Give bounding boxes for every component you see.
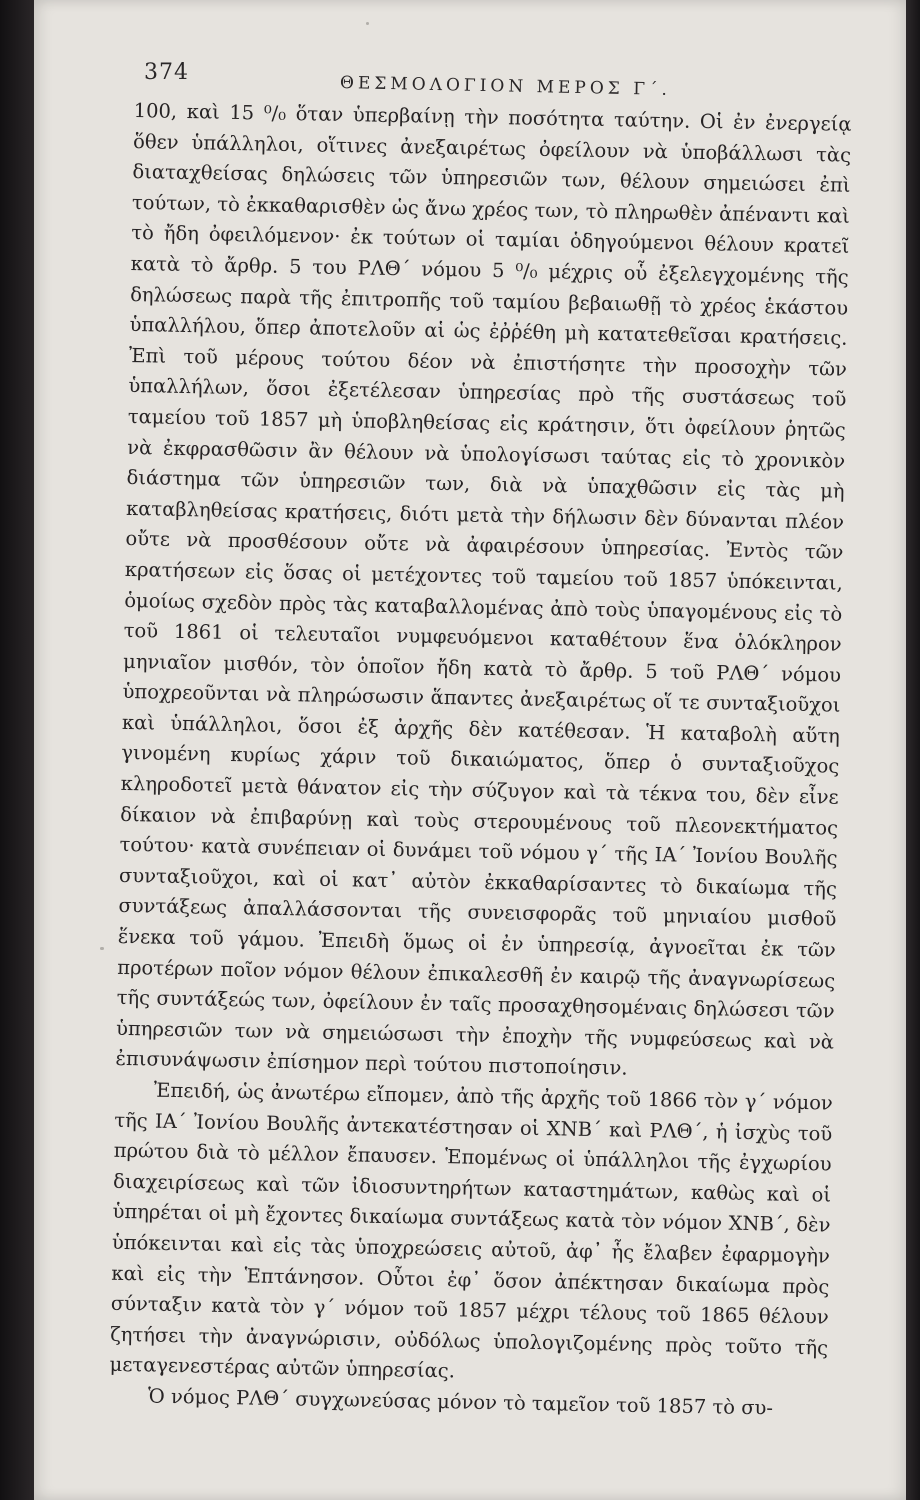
scan-left-edge xyxy=(0,0,34,1500)
paper-speck xyxy=(366,22,369,25)
body-text xyxy=(109,96,852,1425)
paragraph-3: Ὁ νόμος ΡΛΘ΄ συγχωνεύσας μόνον τὸ ταμεῖον τοῦ 1857 τὸ συ- xyxy=(147,1384,774,1420)
scan-right-edge xyxy=(906,0,920,1500)
paragraph-2: Ἐπειδή, ὡς ἀνωτέρω εἴπομεν, ἀπὸ τῆς ἀρχῆς τοῦ 1866 τὸν γ΄ νόμον τῆς ΙΑ΄ Ἰονίου Βουλῆς ἀντεκατέστησαν οἱ ΧΝΒ΄ καὶ ΡΛΘ΄, ἡ ἰσχὺς τοῦ πρώτου διὰ τὸ μέλλον ἔπαυσεν. Ἑπομένως οἱ ὑπάλληλοι τῆς ἐγχωρίου διαχειρίσεως καὶ τῶν ἰδιοσυντηρήτων καταστημάτων, καθὼς καὶ οἱ ὑπηρέται οἱ μὴ ἔχοντες δικαίωμα συντάξεως κατὰ τὸν νόμον ΧΝΒ΄, δὲν ὑπόκεινται καὶ εἰς τὰς ὑποχρεώσεις αὐτοῦ, ἀφ᾽ ἧς ἔλαβεν ἐφαρμογὴν καὶ εἰς τὴν Ἑπτάνησον. Οὗτοι ἐφ᾽ ὅσον ἀπέκτησαν δικαίωμα πρὸς σύνταξιν κατὰ τὸν γ΄ νόμον τοῦ 1857 μέχρι τέλους τοῦ 1865 θέλουν ζητήσει τὴν ἀναγνώρισιν, οὐδόλως ὑπολογιζομένης πρὸς τοῦτο τῆς μεταγενεστέρας αὐτῶν ὑπηρεσίας. xyxy=(109,1078,834,1383)
paragraph-1: 100, καὶ 15 ⁰/₀ ὅταν ὑπερβαίνῃ τὴν ποσότητα ταύτην. Οἱ ἐν ἐνεργείᾳ ὅθεν ὑπάλληλοι, οἵτινες ἀνεξαιρέτως ὀφείλουν νὰ ὑποβάλλωσι τὰς διαταχθείσας δηλώσεις τῶν ὑπηρεσιῶν των, θέλουν σημειώσει ἐπὶ τούτων, τὸ ἐκκαθαρισθὲν ὡς ἄνω χρέος των, τὸ πληρωθὲν ἀπέναντι καὶ τὸ ἤδη ὀφειλόμενον· ἐκ τούτων οἱ ταμίαι ὁδηγούμενοι θέλουν κρατεῖ κατὰ τὸ ἄρθρ. 5 του ΡΛΘ΄ νόμου 5 ⁰/₀ μέχρις οὗ ἐξελεγχομένης τῆς δηλώσεως παρὰ τῆς ἐπιτροπῆς τοῦ ταμίου βεβαιωθῇ τὸ χρέος ἑκάστου ὑπαλλήλου, ὅπερ ἀποτελοῦν αἱ ὡς ἐῤῥέθη μὴ κατατεθεῖσαι κρατήσεις. Ἐπὶ τοῦ μέρους τούτου δέον νὰ ἐπιστήσητε τὴν προσοχὴν τῶν ὑπαλλήλων, ὅσοι ἐξετέλεσαν ὑπηρεσίας πρὸ τῆς συστάσεως τοῦ ταμείου τοῦ 1857 μὴ ὑποβληθείσας εἰς κράτησιν, ὅτι ὀφείλουν ῥητῶς νὰ ἐκφρασθῶσιν ἂν θέλουν νὰ ὑπολογίσωσι ταύτας εἰς τὸ χρονικὸν διάστημα τῶν ὑπηρεσιῶν των, διὰ νὰ ὑπαχθῶσιν εἰς τὰς μὴ καταβληθείσας κρατήσεις, διότι μετὰ τὴν δήλωσιν δὲν δύνανται πλέον οὔτε νὰ προσθέσουν οὔτε νὰ ἀφαιρέσουν ὑπηρεσίας. Ἐντὸς τῶν κρατήσεων εἰς ὅσας οἱ μετέχοντες τοῦ ταμείου τοῦ 1857 ὑπόκεινται, ὁμοίως σχεδὸν πρὸς τὰς καταβαλλομένας ἀπὸ τοὺς ὑπαγομένους εἰς τὸ τοῦ 1861 οἱ τελευταῖοι νυμφευόμενοι καταθέτουν ἕνα ὁλόκληρον μηνιαῖον μισθόν, τὸν ὁποῖον ἤδη κατὰ τὸ ἄρθρ. 5 τοῦ ΡΛΘ΄ νόμου ὑποχρεοῦνται νὰ πληρώσωσιν ἅπαντες ἀνεξαιρέτως οἵ τε συνταξιοῦχοι καὶ ὑπάλληλοι, ὅσοι ἐξ ἀρχῆς δὲν κατέθεσαν. Ἡ καταβολὴ αὕτη γινομένη κυρίως χάριν τοῦ δικαιώματος, ὅπερ ὁ συνταξιοῦχος κληροδοτεῖ μετὰ θάνατον εἰς τὴν σύζυγον καὶ τὰ τέκνα του, δὲν εἶνε δίκαιον νὰ ἐπιβαρύνῃ καὶ τοὺς στερουμένους τοῦ πλεονεκτήματος τούτου· κατὰ συνέπειαν οἱ δυνάμει τοῦ νόμου γ΄ τῆς ΙΑ΄ Ἰονίου Βουλῆς συνταξιοῦχοι, καὶ οἱ κατ᾽ αὐτὸν ἐκκαθαρίσαντες τὸ δικαίωμα τῆς συντάξεως ἀπαλλάσσονται τῆς συνεισφορᾶς τοῦ μηνιαίου μισθοῦ ἕνεκα τοῦ γάμου. Ἐπειδὴ ὅμως οἱ ἐν ὑπηρεσίᾳ, ἀγνοεῖται ἐκ τῶν προτέρων ποῖον νόμον θέλουν ἐπικαλεσθῆ ἐν καιρῷ τῆς ἀναγνωρίσεως τῆς συντάξεώς των, ὀφείλουν ἐν ταῖς προσαχθησομέναις δηλώσεσι τῶν ὑπηρεσιῶν των νὰ σημειώσωσι τὴν ἐποχὴν τῆς νυμφεύσεως καὶ νὰ ἐπισυνάψωσιν ἐπίσημον περὶ τούτου πιστοποίησιν. xyxy=(115,98,852,1081)
paper-speck xyxy=(100,947,104,950)
page-number: 374 xyxy=(144,60,189,85)
running-head: ΘΕΣΜΟΛΟΓΙΟΝ ΜΕΡΟΣ Γ΄. xyxy=(339,73,672,100)
